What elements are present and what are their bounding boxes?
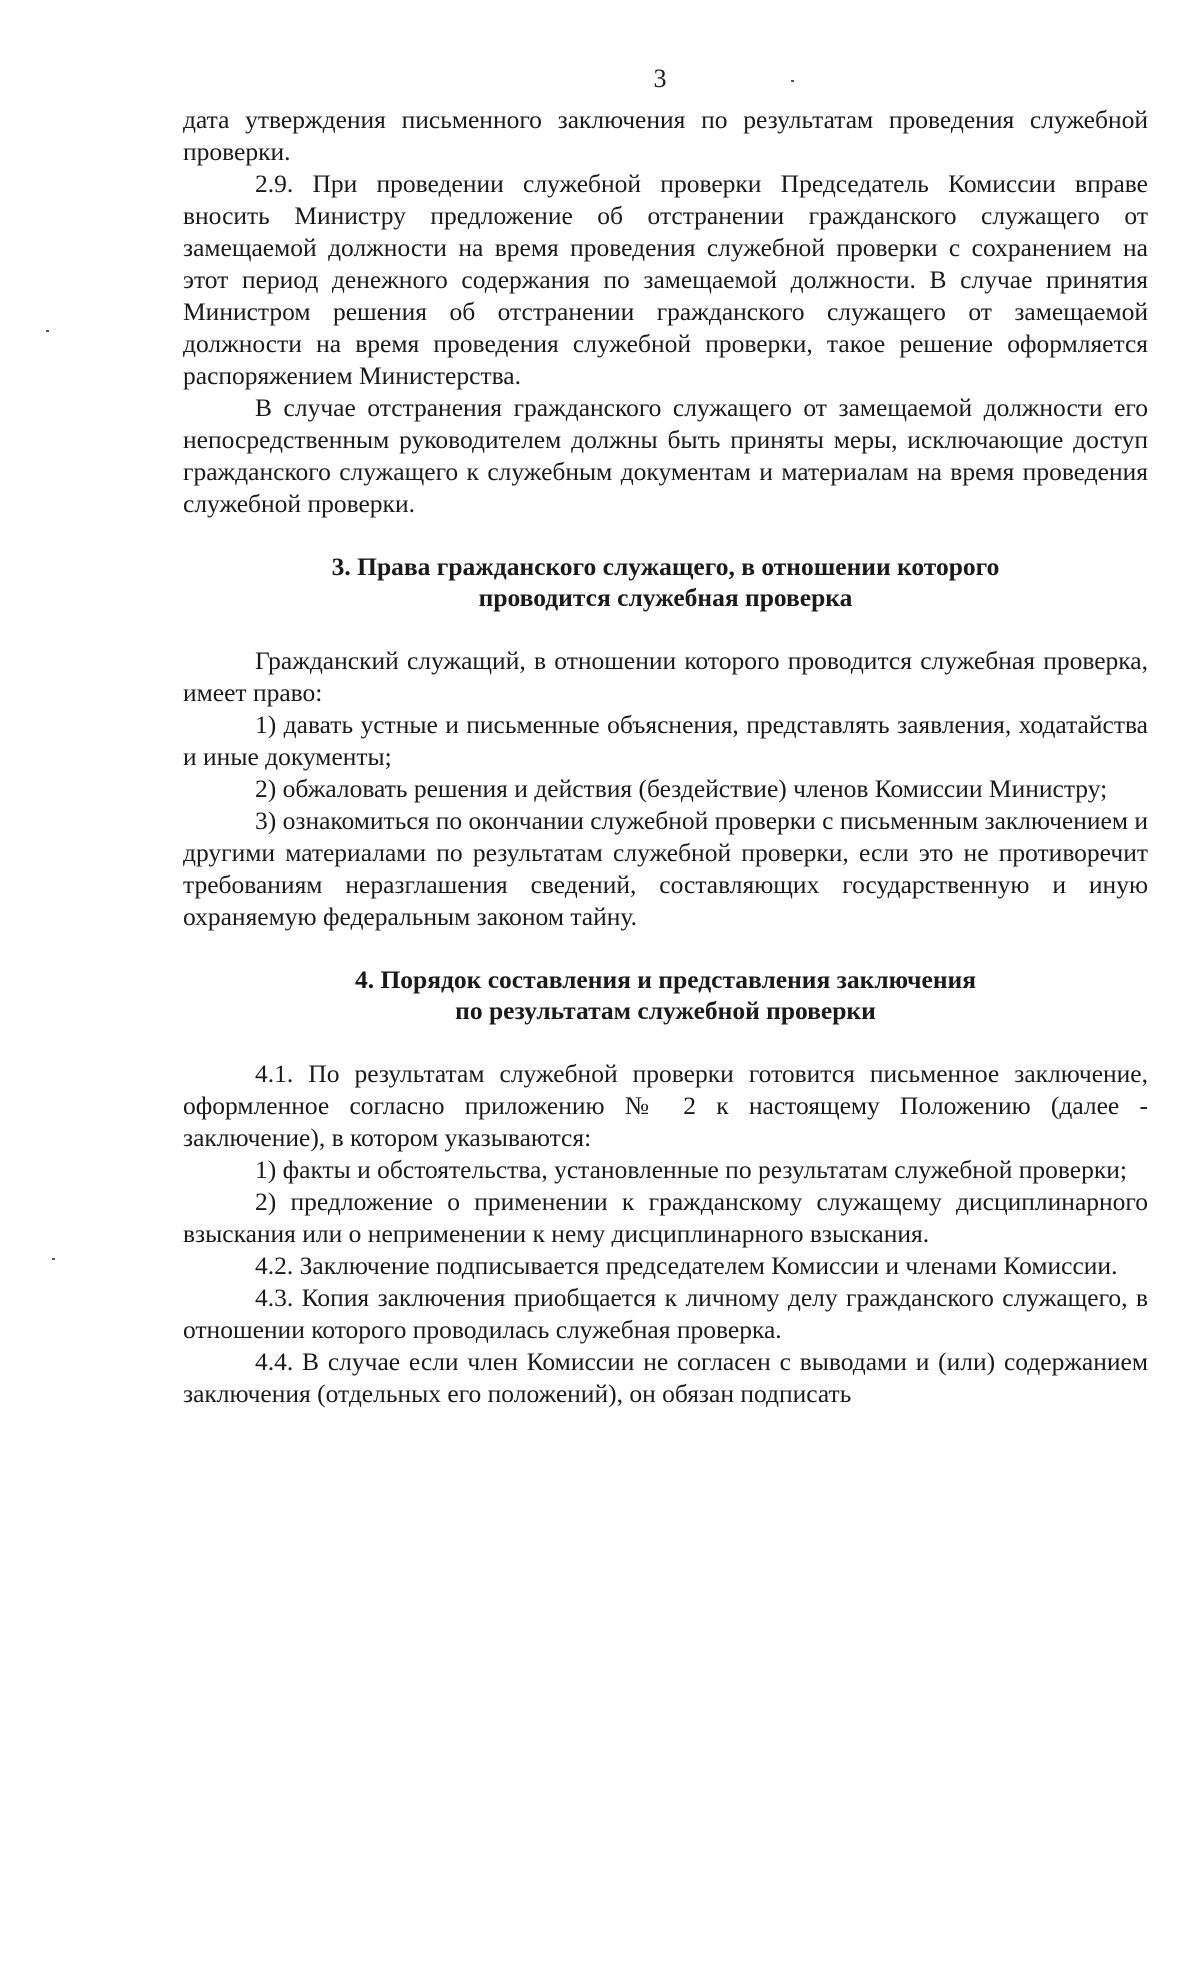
section-4-heading-line-2: по результатам служебной проверки (455, 996, 876, 1025)
section-3-heading-line-1: 3. Права гражданского служащего, в отношении которого (331, 552, 1000, 581)
section-3-heading (183, 551, 1148, 613)
paragraph-4-3: 4.3. Копия заключения приобщается к личному делу гражданского служащего, в отношении которого проводилась служебная проверка. (183, 1283, 1148, 1344)
scan-speck (52, 1258, 55, 1260)
paragraph-4-4: 4.4. В случае если член Комиссии не согласен с выводами и (или) содержанием заключения (отдельных его положений), он обязан подписать (183, 1347, 1148, 1408)
scan-speck (791, 80, 794, 82)
scan-speck (46, 330, 49, 332)
paragraph-2-9: 2.9. При проведении служебной проверки Председатель Комиссии вправе вносить Министру предложение об отстранении гражданского служащего от замещаемой должности на время проведения служебной проверки с сохранением на этот период денежного содержания по замещаемой должности. В случае принятия Министром решения об отстранении гражданского служащего от замещаемой должности на время проведения служебной проверки, такое решение оформляется распоряжением Министерства. (183, 169, 1148, 390)
section-4-item-1: 1) факты и обстоятельства, установленные по результатам служебной проверки; (255, 1155, 1127, 1184)
paragraph-4-2: 4.2. Заключение подписывается председателем Комиссии и членами Комиссии. (255, 1251, 1118, 1280)
paragraph-suspension-measures: В случае отстранения гражданского служащего от замещаемой должности его непосредственным руководителем должны быть приняты меры, исключающие доступ гражданского служащего к служебным документам и материалам на время проведения служебной проверки. (183, 393, 1148, 518)
page-number: 3 (653, 64, 667, 93)
section-4-heading (183, 964, 1148, 1026)
section-3-item-3: 3) ознакомиться по окончании служебной проверки с письменным заключением и другими материалами по результатам служебной проверки, если это не противоречит требованиям неразглашения сведений, составляющих государственную и иную охраняемую федеральным законом тайну. (183, 806, 1148, 931)
section-4-heading-line-1: 4. Порядок составления и представления заключения (354, 965, 977, 994)
section-4-item-2: 2) предложение о применении к гражданскому служащему дисциплинарного взыскания или о неприменении к нему дисциплинарного взыскания. (183, 1187, 1148, 1248)
section-3-heading-line-2: проводится служебная проверка (478, 583, 853, 612)
paragraph-continuation: дата утверждения письменного заключения по результатам проведения служебной проверки. (183, 105, 1148, 166)
section-3-item-2: 2) обжаловать решения и действия (бездействие) членов Комиссии Министру; (255, 774, 1108, 803)
document-body (183, 104, 1148, 1410)
paragraph-4-1: 4.1. По результатам служебной проверки готовится письменное заключение, оформленное согласно приложению № 2 к настоящему Положению (далее - заключение), в котором указываются: (183, 1059, 1148, 1152)
section-3-intro: Гражданский служащий, в отношении которого проводится служебная проверка, имеет право: (183, 646, 1148, 707)
section-3-item-1: 1) давать устные и письменные объяснения, представлять заявления, ходатайства и иные документы; (183, 710, 1148, 771)
